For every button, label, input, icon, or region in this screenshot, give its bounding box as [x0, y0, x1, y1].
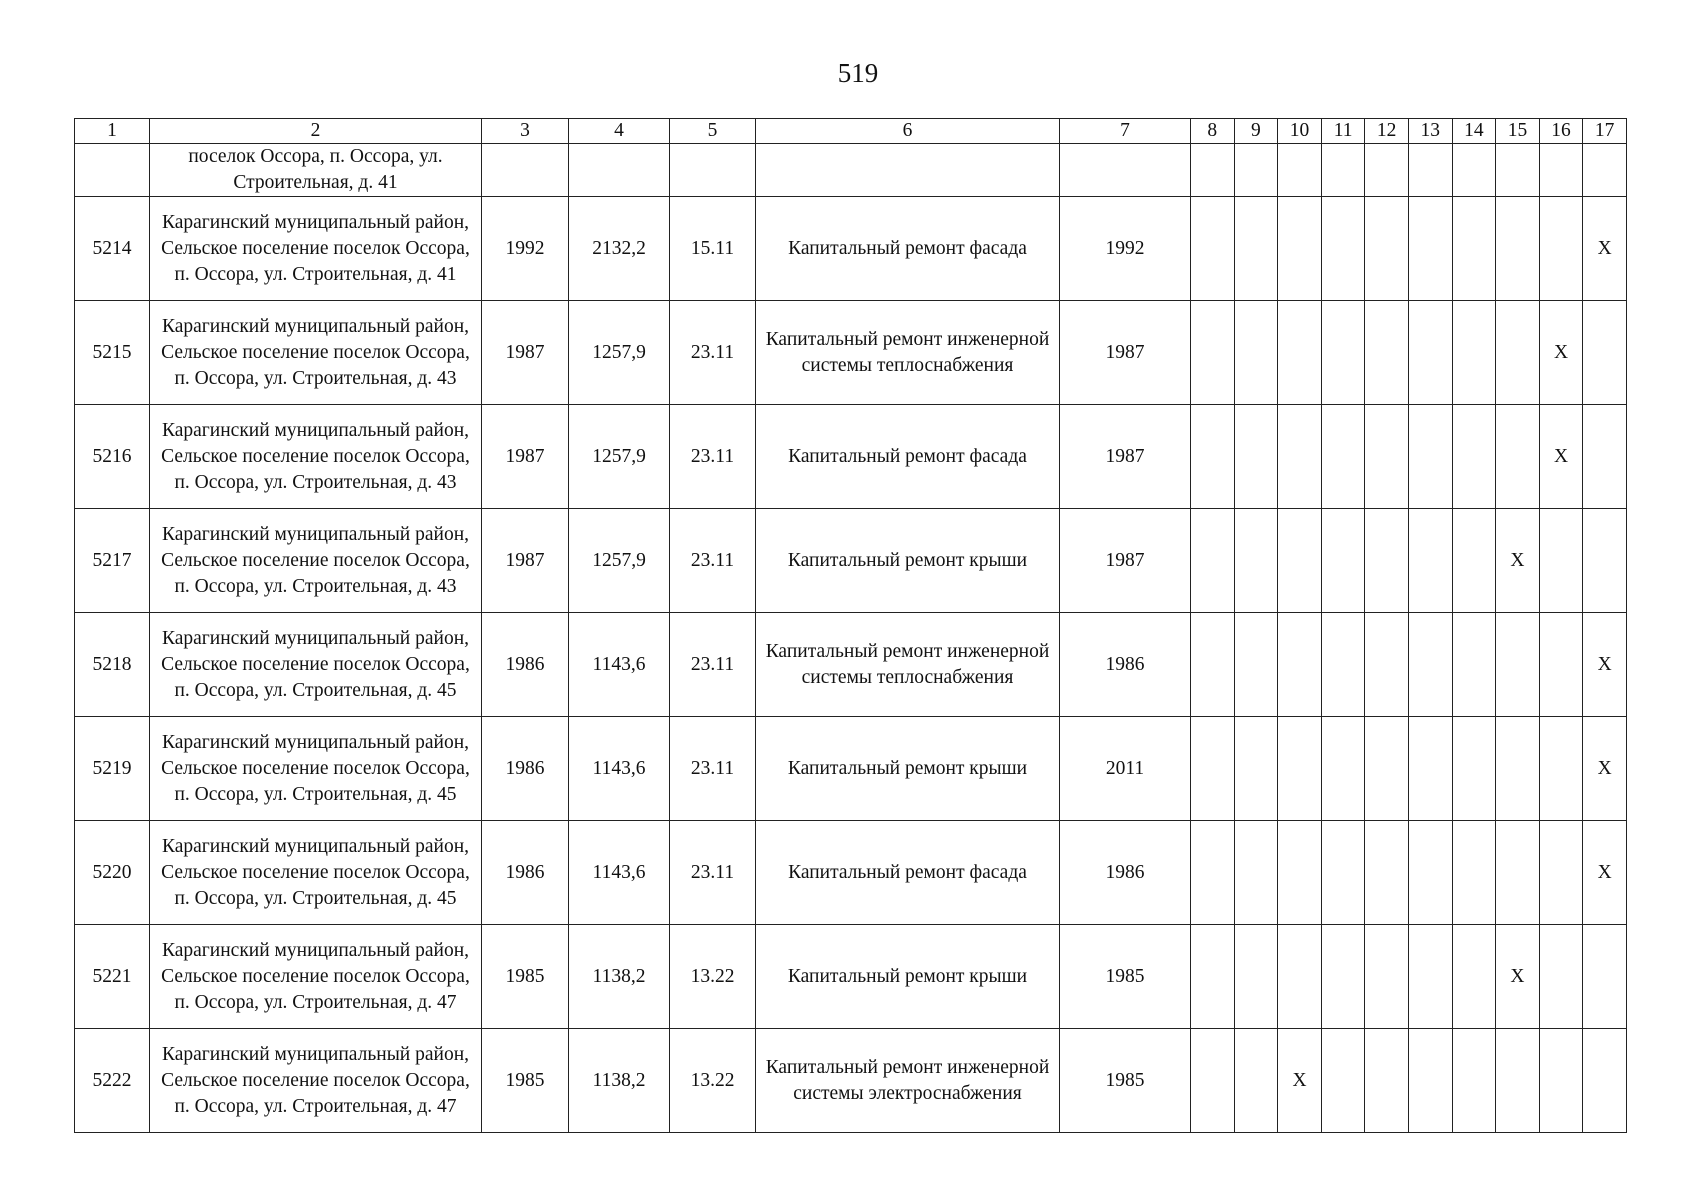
cell-mark: X — [1278, 1029, 1322, 1133]
cell-address: Карагинский муниципальный район, Сельское поселение поселок Оссора, п. Оссора, ул. Строительная, д. 47 — [150, 1029, 482, 1133]
table-row — [75, 821, 1627, 925]
continuation-row — [75, 144, 1627, 197]
cell-mark — [1496, 1029, 1540, 1133]
cell-mark — [1583, 509, 1627, 613]
cell-code: 13.22 — [670, 925, 756, 1029]
cell-number: 5217 — [75, 509, 150, 613]
column-header: 6 — [756, 119, 1060, 144]
cell-mark: X — [1539, 405, 1583, 509]
cell-mark — [1408, 821, 1452, 925]
cell-mark — [1234, 197, 1278, 301]
cell-area: 1138,2 — [569, 925, 670, 1029]
cell-mark — [1496, 144, 1540, 197]
cell-mark — [1191, 613, 1235, 717]
cell-mark — [1539, 1029, 1583, 1133]
cell-mark — [1321, 197, 1365, 301]
cell-mark: X — [1583, 197, 1627, 301]
cell-work-year: 1985 — [1060, 1029, 1191, 1133]
cell-mark — [1234, 301, 1278, 405]
cell-mark: X — [1583, 717, 1627, 821]
column-header: 4 — [569, 119, 670, 144]
column-header: 8 — [1191, 119, 1235, 144]
table-row — [75, 717, 1627, 821]
cell-code: 23.11 — [670, 405, 756, 509]
cell-build-year: 1992 — [482, 197, 569, 301]
cell-mark — [1191, 509, 1235, 613]
cell-build-year: 1987 — [482, 509, 569, 613]
cell-empty — [670, 144, 756, 197]
cell-mark — [1365, 821, 1409, 925]
cell-mark — [1321, 1029, 1365, 1133]
column-header: 12 — [1365, 119, 1409, 144]
cell-work-type: Капитальный ремонт инженерной системы теплоснабжения — [756, 301, 1060, 405]
cell-mark — [1278, 613, 1322, 717]
cell-mark — [1365, 925, 1409, 1029]
cell-address: поселок Оссора, п. Оссора, ул. Строительная, д. 41 — [150, 144, 482, 197]
table-row — [75, 197, 1627, 301]
cell-mark — [1365, 717, 1409, 821]
cell-mark — [1191, 301, 1235, 405]
cell-mark — [1452, 1029, 1496, 1133]
cell-mark — [1191, 925, 1235, 1029]
cell-work-type: Капитальный ремонт фасада — [756, 405, 1060, 509]
cell-code: 23.11 — [670, 509, 756, 613]
repair-registry-table — [74, 118, 1627, 1133]
cell-address: Карагинский муниципальный район, Сельское поселение поселок Оссора, п. Оссора, ул. Строительная, д. 41 — [150, 197, 482, 301]
column-header: 7 — [1060, 119, 1191, 144]
cell-work-type: Капитальный ремонт крыши — [756, 717, 1060, 821]
cell-work-year: 1986 — [1060, 613, 1191, 717]
cell-number — [75, 144, 150, 197]
cell-mark: X — [1583, 613, 1627, 717]
cell-work-type: Капитальный ремонт крыши — [756, 925, 1060, 1029]
cell-mark — [1321, 613, 1365, 717]
cell-number: 5218 — [75, 613, 150, 717]
cell-work-type: Капитальный ремонт фасада — [756, 197, 1060, 301]
cell-mark — [1365, 1029, 1409, 1133]
cell-address: Карагинский муниципальный район, Сельское поселение поселок Оссора, п. Оссора, ул. Строительная, д. 47 — [150, 925, 482, 1029]
cell-mark — [1234, 717, 1278, 821]
cell-mark — [1539, 144, 1583, 197]
cell-work-type: Капитальный ремонт инженерной системы электроснабжения — [756, 1029, 1060, 1133]
cell-mark — [1191, 197, 1235, 301]
cell-mark — [1321, 405, 1365, 509]
cell-work-year: 1985 — [1060, 925, 1191, 1029]
cell-number: 5222 — [75, 1029, 150, 1133]
table-row — [75, 613, 1627, 717]
cell-work-year: 2011 — [1060, 717, 1191, 821]
cell-mark — [1452, 821, 1496, 925]
cell-empty — [482, 144, 569, 197]
cell-work-year: 1986 — [1060, 821, 1191, 925]
cell-build-year: 1987 — [482, 301, 569, 405]
cell-mark — [1583, 1029, 1627, 1133]
cell-mark — [1365, 144, 1409, 197]
cell-mark — [1539, 509, 1583, 613]
cell-mark — [1539, 925, 1583, 1029]
table-row — [75, 405, 1627, 509]
cell-mark — [1496, 301, 1540, 405]
cell-mark — [1234, 925, 1278, 1029]
cell-empty — [1060, 144, 1191, 197]
cell-empty — [756, 144, 1060, 197]
cell-mark — [1321, 925, 1365, 1029]
cell-area: 1257,9 — [569, 405, 670, 509]
cell-mark — [1365, 301, 1409, 405]
cell-address: Карагинский муниципальный район, Сельское поселение поселок Оссора, п. Оссора, ул. Строительная, д. 43 — [150, 509, 482, 613]
cell-number: 5215 — [75, 301, 150, 405]
cell-code: 23.11 — [670, 717, 756, 821]
cell-work-year: 1987 — [1060, 405, 1191, 509]
table-row — [75, 301, 1627, 405]
cell-number: 5216 — [75, 405, 150, 509]
cell-mark — [1452, 301, 1496, 405]
cell-number: 5219 — [75, 717, 150, 821]
cell-mark — [1408, 925, 1452, 1029]
column-header: 9 — [1234, 119, 1278, 144]
cell-mark — [1278, 821, 1322, 925]
cell-mark — [1583, 925, 1627, 1029]
cell-mark — [1452, 509, 1496, 613]
cell-mark — [1365, 405, 1409, 509]
column-header: 11 — [1321, 119, 1365, 144]
cell-mark — [1278, 197, 1322, 301]
cell-mark — [1583, 301, 1627, 405]
cell-mark — [1452, 197, 1496, 301]
cell-mark — [1408, 1029, 1452, 1133]
cell-mark — [1496, 197, 1540, 301]
cell-address: Карагинский муниципальный район, Сельское поселение поселок Оссора, п. Оссора, ул. Строительная, д. 45 — [150, 821, 482, 925]
cell-mark — [1278, 144, 1322, 197]
cell-mark — [1278, 509, 1322, 613]
cell-mark — [1191, 1029, 1235, 1133]
cell-mark — [1452, 925, 1496, 1029]
cell-area: 1257,9 — [569, 509, 670, 613]
cell-address: Карагинский муниципальный район, Сельское поселение поселок Оссора, п. Оссора, ул. Строительная, д. 43 — [150, 301, 482, 405]
cell-mark — [1452, 613, 1496, 717]
cell-work-year: 1987 — [1060, 509, 1191, 613]
cell-address: Карагинский муниципальный район, Сельское поселение поселок Оссора, п. Оссора, ул. Строительная, д. 45 — [150, 717, 482, 821]
column-header: 15 — [1496, 119, 1540, 144]
cell-mark — [1365, 613, 1409, 717]
cell-mark — [1496, 405, 1540, 509]
cell-mark — [1539, 821, 1583, 925]
cell-mark — [1408, 613, 1452, 717]
cell-code: 15.11 — [670, 197, 756, 301]
cell-mark — [1452, 717, 1496, 821]
column-header: 16 — [1539, 119, 1583, 144]
cell-mark — [1365, 509, 1409, 613]
cell-mark — [1234, 613, 1278, 717]
cell-mark — [1191, 717, 1235, 821]
cell-mark — [1278, 717, 1322, 821]
cell-build-year: 1985 — [482, 1029, 569, 1133]
column-header: 5 — [670, 119, 756, 144]
table-row — [75, 509, 1627, 613]
page-number: 519 — [837, 58, 879, 88]
cell-area: 1138,2 — [569, 1029, 670, 1133]
cell-work-type: Капитальный ремонт фасада — [756, 821, 1060, 925]
column-header: 2 — [150, 119, 482, 144]
cell-address: Карагинский муниципальный район, Сельское поселение поселок Оссора, п. Оссора, ул. Строительная, д. 43 — [150, 405, 482, 509]
cell-area: 2132,2 — [569, 197, 670, 301]
cell-mark: X — [1539, 301, 1583, 405]
cell-work-year: 1987 — [1060, 301, 1191, 405]
cell-mark — [1234, 405, 1278, 509]
cell-mark — [1234, 144, 1278, 197]
cell-mark — [1496, 613, 1540, 717]
cell-mark — [1321, 717, 1365, 821]
cell-code: 23.11 — [670, 301, 756, 405]
cell-mark — [1278, 405, 1322, 509]
cell-mark — [1321, 509, 1365, 613]
cell-mark — [1321, 301, 1365, 405]
column-header: 3 — [482, 119, 569, 144]
cell-area: 1143,6 — [569, 613, 670, 717]
cell-mark — [1321, 821, 1365, 925]
cell-mark — [1539, 717, 1583, 821]
cell-mark — [1234, 821, 1278, 925]
cell-area: 1143,6 — [569, 717, 670, 821]
cell-work-type: Капитальный ремонт крыши — [756, 509, 1060, 613]
column-header: 10 — [1278, 119, 1322, 144]
cell-mark — [1452, 144, 1496, 197]
cell-mark — [1321, 144, 1365, 197]
column-number-row — [75, 119, 1627, 144]
cell-code: 23.11 — [670, 613, 756, 717]
cell-mark — [1408, 301, 1452, 405]
cell-mark — [1408, 144, 1452, 197]
cell-mark — [1234, 509, 1278, 613]
cell-mark: X — [1496, 925, 1540, 1029]
cell-address: Карагинский муниципальный район, Сельское поселение поселок Оссора, п. Оссора, ул. Строительная, д. 45 — [150, 613, 482, 717]
table-row — [75, 925, 1627, 1029]
cell-mark — [1408, 197, 1452, 301]
column-header: 1 — [75, 119, 150, 144]
cell-mark — [1191, 405, 1235, 509]
cell-build-year: 1985 — [482, 925, 569, 1029]
cell-mark — [1278, 301, 1322, 405]
cell-work-year: 1992 — [1060, 197, 1191, 301]
cell-mark — [1583, 405, 1627, 509]
cell-mark — [1583, 144, 1627, 197]
cell-mark — [1278, 925, 1322, 1029]
cell-number: 5220 — [75, 821, 150, 925]
column-header: 13 — [1408, 119, 1452, 144]
cell-mark — [1365, 197, 1409, 301]
column-header: 17 — [1583, 119, 1627, 144]
column-header: 14 — [1452, 119, 1496, 144]
cell-mark — [1234, 1029, 1278, 1133]
cell-build-year: 1986 — [482, 613, 569, 717]
table-row — [75, 1029, 1627, 1133]
cell-area: 1257,9 — [569, 301, 670, 405]
cell-build-year: 1986 — [482, 821, 569, 925]
cell-empty — [569, 144, 670, 197]
cell-mark: X — [1496, 509, 1540, 613]
cell-number: 5214 — [75, 197, 150, 301]
cell-mark — [1539, 613, 1583, 717]
cell-mark: X — [1583, 821, 1627, 925]
cell-mark — [1191, 144, 1235, 197]
cell-build-year: 1987 — [482, 405, 569, 509]
cell-mark — [1408, 405, 1452, 509]
cell-build-year: 1986 — [482, 717, 569, 821]
cell-area: 1143,6 — [569, 821, 670, 925]
cell-mark — [1496, 717, 1540, 821]
cell-mark — [1539, 197, 1583, 301]
cell-mark — [1408, 717, 1452, 821]
cell-mark — [1408, 509, 1452, 613]
cell-mark — [1496, 821, 1540, 925]
cell-mark — [1452, 405, 1496, 509]
cell-code: 23.11 — [670, 821, 756, 925]
cell-mark — [1191, 821, 1235, 925]
cell-work-type: Капитальный ремонт инженерной системы теплоснабжения — [756, 613, 1060, 717]
cell-code: 13.22 — [670, 1029, 756, 1133]
cell-number: 5221 — [75, 925, 150, 1029]
